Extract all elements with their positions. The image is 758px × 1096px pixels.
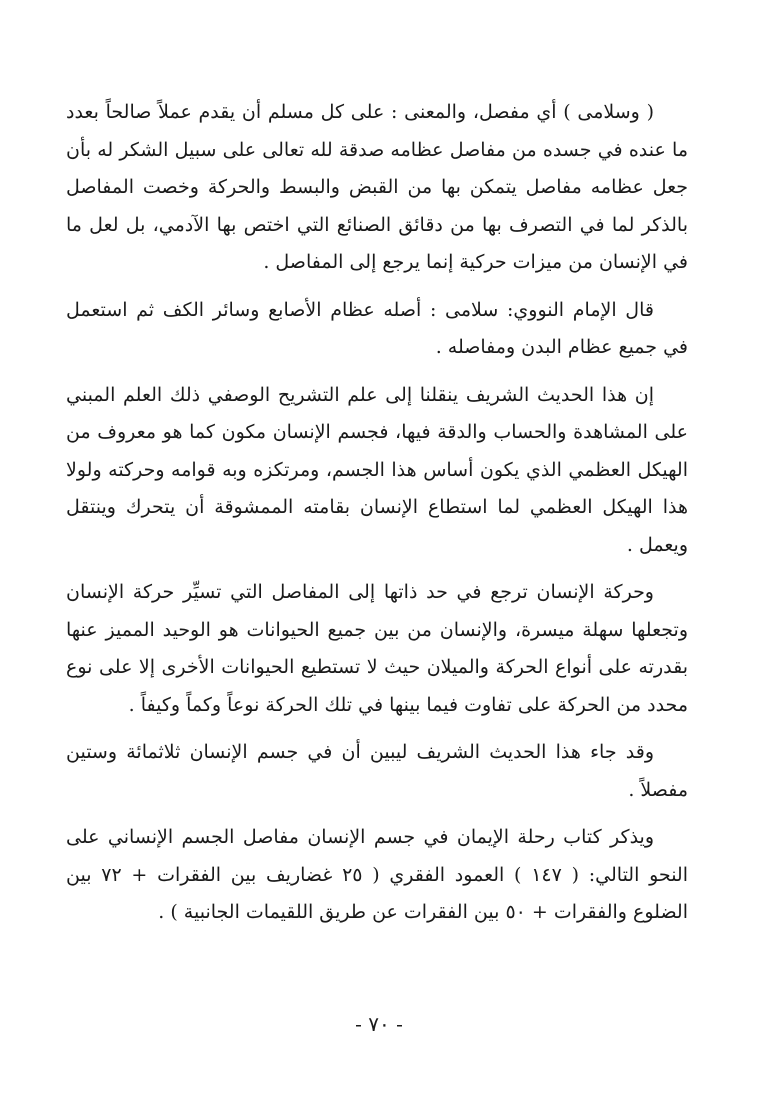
paragraph-joint-count: وقد جاء هذا الحديث الشريف ليبين أن في جسم الإنسان ثلاثمائة وستين مفصلاً . — [66, 741, 688, 801]
paragraph-joint-list: ويذكر كتاب رحلة الإيمان في جسم الإنسان مفاصل الجسم الإنساني على النحو التالي: ( ١٤٧ ) العمود الفقري ( ٢٥ غضاريف بين الفقرات + ٧٢ بين الضلوع والفقرات + ٥٠ بين الفقرات عن طريق اللقيمات الجانبية ) . — [66, 826, 688, 923]
paragraph-salama-meaning: ( وسلامى ) أي مفصل، والمعنى : على كل مسلم أن يقدم عملاً صالحاً بعدد ما عنده في جسده من مفاصل عظامه صدقة لله تعالى على سبيل الشكر له بأن جعل عظامه مفاصل يتمكن بها من القبض والبسط والحركة وخصت المفاصل بالذكر لما في التصرف بها من دقائق الصنائع التي اختص بها الآدمي، بل لعل ما في الإنسان من ميزات حركية إنما يرجع إلى المفاصل . — [66, 101, 688, 273]
paragraph-anatomy-intro: إن هذا الحديث الشريف ينقلنا إلى علم التشريح الوصفي ذلك العلم المبني على المشاهدة والحساب والدقة فيها، فجسم الإنسان مكون كما هو معروف من الهيكل العظمي الذي يكون أساس هذا الجسم، ومرتكزه وبه قوامه وحركته ولولا هذا الهيكل العظمي لما استطاع الإنسان بقامته الممشوقة أن يتحرك وينتقل ويعمل . — [66, 383, 688, 556]
body-text — [66, 94, 688, 942]
paragraph-human-motion: وحركة الإنسان ترجع في حد ذاتها إلى المفاصل التي تسيِّر حركة الإنسان وتجعلها سهلة ميسرة، والإنسان من بين جميع الحيوانات هو الوحيد المميز عنها بقدرته على أنواع الحركة والميلان حيث لا تستطيع الحيوانات الأخرى إلا على نوع محدد من الحركة على تفاوت فيما بينها في تلك الحركة نوعاً وكماً وكيفاً . — [66, 581, 688, 716]
page-number: - ٧٠ - — [355, 1012, 403, 1036]
paragraph-nawawi-quote: قال الإمام النووي: سلامى : أصله عظام الأصابع وسائر الكف ثم استعمل في جميع عظام البدن ومفاصله . — [66, 298, 688, 358]
